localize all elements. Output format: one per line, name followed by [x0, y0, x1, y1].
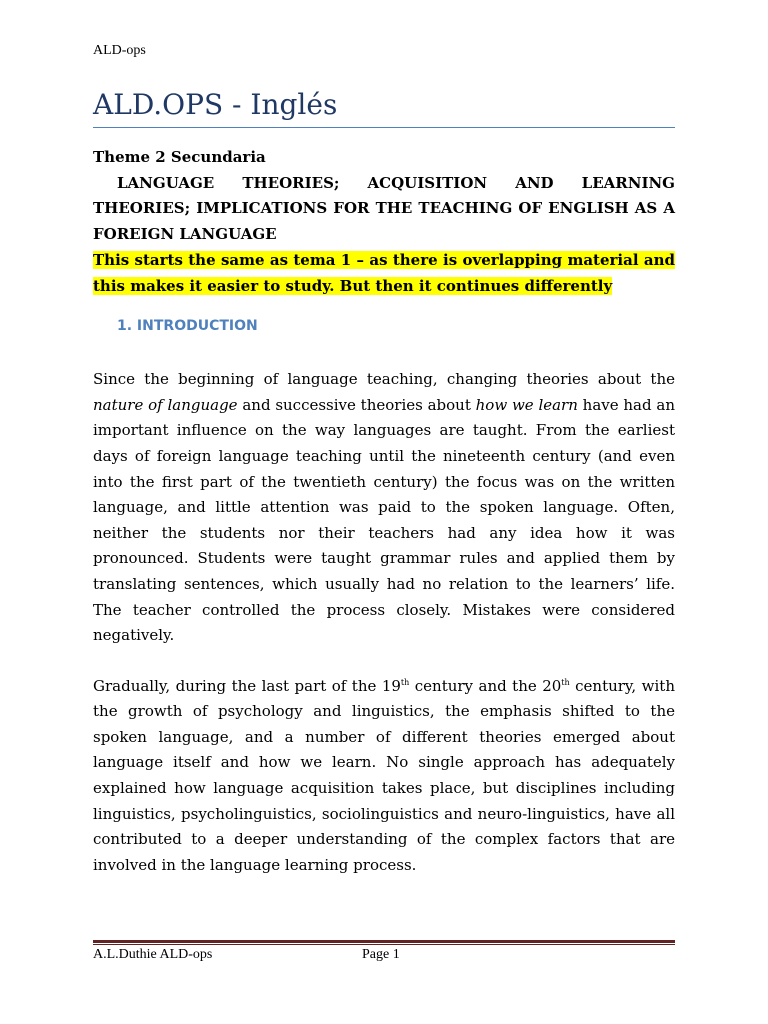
topic-heading: LANGUAGE THEORIES; ACQUISITION AND LEARNING THEORIES; IMPLICATIONS FOR THE TEACHING OF ENGLISH AS A FOREIGN LANGUAGE [93, 173, 675, 243]
footer-page-number: Page 1 [362, 947, 400, 962]
paragraph-text: have had an important influence on the way languages are taught. From the earliest days of foreign language teaching until the nineteenth century (and even into the first part of the twentieth century) the focus was on the written language, and little attention was paid to the spoken language. Often, neither the students nor their teachers had any idea how it was pronounced. Students were taught grammar rules and applied them by translating sentences, which usually had no relation to the learners’ life. The teacher controlled the process closely. Mistakes were considered negatively. [93, 395, 675, 645]
page-header: ALD-ops [93, 43, 146, 58]
paragraph-intro-1 [93, 367, 675, 649]
paragraph-intro-2 [93, 674, 675, 879]
section-heading: 1. INTRODUCTION [117, 317, 258, 334]
italic-text: how we learn [475, 395, 578, 414]
footer-rule [93, 940, 675, 943]
footer-rule-thin [93, 944, 675, 945]
document-body [93, 145, 675, 878]
document-title: ALD.OPS - Inglés [93, 88, 675, 128]
superscript: th [561, 677, 570, 687]
highlight-note-block [93, 248, 675, 299]
paragraph-text: century, with the growth of psychology and linguistics, the emphasis shifted to the spoken language, and a number of different theories emerged about language itself and how we learn. No single approach has adequately explained how language acquisition takes place, but disciplines including linguistics, psycholinguistics, sociolinguistics and neuro-linguistics, have all contributed to a deeper understanding of the complex factors that are involved in the language learning process. [93, 676, 675, 874]
superscript: th [400, 677, 410, 687]
paragraph-text: century and the 20 [409, 676, 562, 695]
paragraph-text: Gradually, during the last part of the 19 [93, 676, 401, 695]
highlight-note: This starts the same as tema 1 – as there is overlapping material and this makes it easier to study. But then it continues differently [93, 251, 675, 295]
paragraph-text: and successive theories about [237, 395, 476, 414]
paragraph-text: Since the beginning of language teaching, changing theories about the [93, 370, 675, 389]
italic-text: nature of language [93, 395, 238, 414]
footer-author: A.L.Duthie ALD-ops [93, 947, 213, 962]
theme-label: Theme 2 Secundaria [93, 148, 266, 166]
